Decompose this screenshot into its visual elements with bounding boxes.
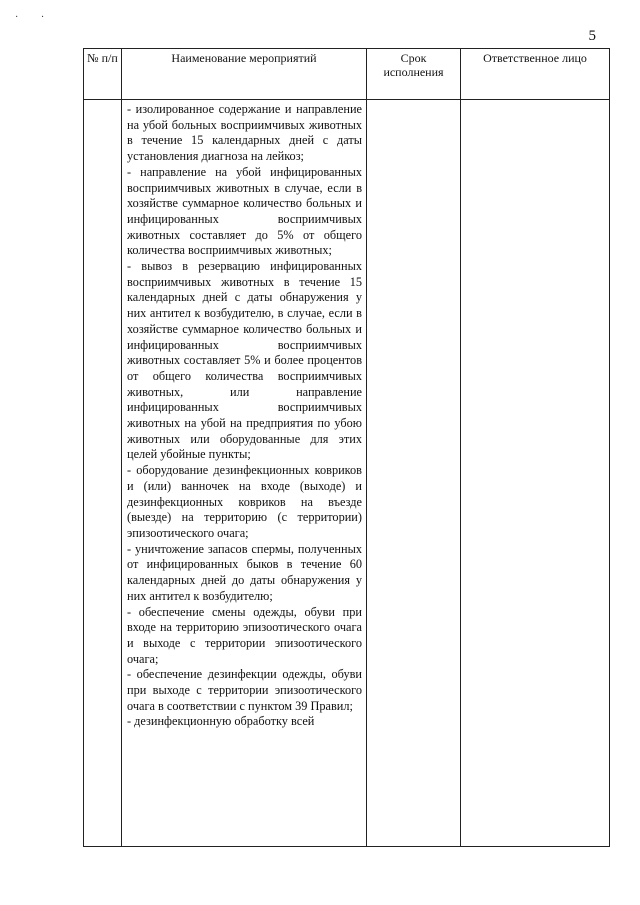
scan-marks: · ·: [15, 12, 55, 23]
row-number-cell: [84, 100, 122, 847]
measure-item: - изолированное содержание и направление на убой больных восприимчивых животных в течение 15 календарных дней с даты установления диагноза на лейкоз;: [127, 102, 362, 164]
measures-cell: [122, 100, 367, 847]
term-cell: [367, 100, 461, 847]
table-header-row: [84, 49, 610, 100]
measures-table: [83, 48, 610, 847]
measure-item: - обеспечение дезинфекции одежды, обуви при выходе с территории эпизоотического очага в соответствии с пунктом 39 Правил;: [127, 667, 362, 713]
responsible-cell: [461, 100, 610, 847]
page-number: 5: [588, 28, 596, 44]
measure-item: - уничтожение запасов спермы, полученных от инфицированных быков в течение 60 календарных дней до даты обнаружения у них антител к возбудителю;: [127, 541, 362, 603]
measure-item: - направление на убой инфицированных восприимчивых животных в случае, если в хозяйстве суммарное количество больных и инфицированных восприимчивых животных составляет до 5% от общего количества восприимчивых животных;: [127, 164, 362, 258]
measure-item: - вывоз в резервацию инфицированных восприимчивых животных в течение 15 календарных дней с даты обнаружения у них антител к возбудителю, в случае, если в хозяйстве суммарное количество больных и инфицированных восприимчивых животных составляет 5% и более процентов от общего количества восприимчивых животных, или направление инфицированных восприимчивых животных на убой на предприятия по убою животных или оборудованные для этих целей убойные пункты;: [127, 259, 362, 462]
measure-item: - оборудование дезинфекционных ковриков и (или) ванночек на входе (выходе) и дезинфекционных ковриков на въезде (выезде) на территорию (с территории) эпизоотического очага;: [127, 463, 362, 540]
measure-item: - обеспечение смены одежды, обуви при входе на территорию эпизоотического очага и выходе с территории эпизоотического очага;: [127, 604, 362, 666]
header-responsible: Ответственное лицо: [461, 49, 610, 100]
header-number: № п/п: [84, 49, 122, 100]
table-row: [84, 100, 610, 847]
header-name: Наименование мероприятий: [122, 49, 367, 100]
measure-item: - дезинфекционную обработку всей: [127, 714, 315, 729]
header-term: Срок исполнения: [367, 49, 461, 100]
